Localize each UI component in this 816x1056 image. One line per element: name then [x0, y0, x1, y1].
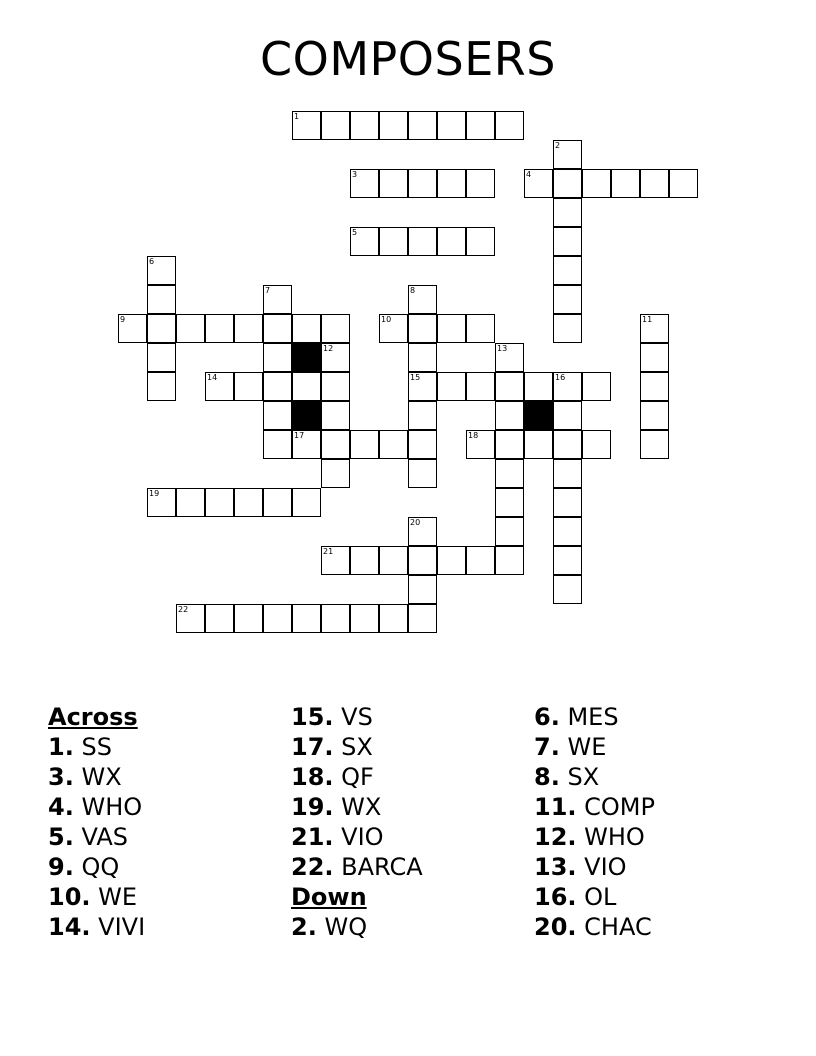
grid-cell[interactable] [495, 430, 524, 459]
grid-cell[interactable] [147, 314, 176, 343]
grid-cell[interactable] [350, 604, 379, 633]
across-clue [291, 852, 423, 882]
clue-text: COMP [584, 793, 655, 821]
grid-cell[interactable] [292, 604, 321, 633]
clue-text: QQ [81, 853, 120, 881]
across-clue [291, 792, 423, 822]
grid-cell[interactable] [408, 314, 437, 343]
grid-cell[interactable] [321, 111, 350, 140]
grid-cell[interactable] [466, 314, 495, 343]
grid-cell[interactable] [437, 227, 466, 256]
black-square [292, 401, 321, 430]
grid-cell[interactable] [524, 372, 553, 401]
clue-number: 1. [48, 733, 74, 761]
grid-cell[interactable] [582, 372, 611, 401]
clue-number: 16. [534, 883, 577, 911]
grid-cell[interactable] [321, 459, 350, 488]
clue-text: WQ [324, 913, 368, 941]
grid-cell[interactable] [147, 256, 176, 285]
cell-number: 14 [207, 373, 218, 382]
cell-number: 12 [323, 344, 334, 353]
grid-cell[interactable] [640, 372, 669, 401]
cell-number: 20 [410, 518, 421, 527]
grid-cell[interactable] [408, 169, 437, 198]
grid-cell[interactable] [408, 401, 437, 430]
grid-cell[interactable] [205, 604, 234, 633]
grid-cell[interactable] [263, 285, 292, 314]
across-clue [48, 762, 145, 792]
grid-cell[interactable] [553, 169, 582, 198]
clue-number: 20. [534, 913, 577, 941]
clue-text: MES [567, 703, 619, 731]
clue-text: VIVI [98, 913, 146, 941]
down-clue [291, 912, 423, 942]
grid-cell[interactable] [553, 546, 582, 575]
black-square [524, 401, 553, 430]
grid-cell[interactable] [321, 430, 350, 459]
grid-cell[interactable] [292, 430, 321, 459]
cell-number: 10 [381, 315, 392, 324]
clue-text: WE [567, 733, 607, 761]
clue-number: 18. [291, 763, 334, 791]
grid-cell[interactable] [408, 517, 437, 546]
grid-cell[interactable] [553, 372, 582, 401]
clue-number: 2. [291, 913, 317, 941]
clue-column-3 [534, 702, 655, 942]
grid-cell[interactable] [553, 459, 582, 488]
grid-cell[interactable] [553, 140, 582, 169]
grid-cell[interactable] [437, 372, 466, 401]
black-square [292, 343, 321, 372]
grid-cell[interactable] [379, 169, 408, 198]
across-clue [48, 822, 145, 852]
grid-cell[interactable] [408, 285, 437, 314]
grid-cell[interactable] [437, 546, 466, 575]
cell-number: 5 [352, 228, 358, 237]
grid-cell[interactable] [379, 111, 408, 140]
grid-cell[interactable] [553, 488, 582, 517]
down-clue [534, 732, 655, 762]
cell-number: 18 [468, 431, 479, 440]
cell-number: 21 [323, 547, 334, 556]
cell-number: 19 [149, 489, 160, 498]
grid-cell[interactable] [321, 401, 350, 430]
grid-cell[interactable] [176, 604, 205, 633]
grid-cell[interactable] [118, 314, 147, 343]
cell-number: 7 [265, 286, 271, 295]
grid-cell[interactable] [495, 459, 524, 488]
clue-text: WHO [81, 793, 143, 821]
cell-number: 15 [410, 373, 421, 382]
grid-cell[interactable] [524, 430, 553, 459]
clue-column-1 [48, 702, 145, 942]
grid-cell[interactable] [553, 401, 582, 430]
grid-cell[interactable] [234, 314, 263, 343]
grid-cell[interactable] [408, 459, 437, 488]
across-heading: Across [48, 703, 138, 731]
grid-cell[interactable] [350, 111, 379, 140]
grid-cell[interactable] [553, 256, 582, 285]
grid-cell[interactable] [495, 343, 524, 372]
clue-number: 5. [48, 823, 74, 851]
grid-cell[interactable] [553, 575, 582, 604]
grid-cell[interactable] [408, 111, 437, 140]
clue-number: 10. [48, 883, 91, 911]
grid-cell[interactable] [292, 111, 321, 140]
clue-text: OL [584, 883, 617, 911]
clue-number: 22. [291, 853, 334, 881]
across-clue [291, 732, 423, 762]
across-clue [48, 852, 145, 882]
grid-cell[interactable] [437, 314, 466, 343]
cell-number: 9 [120, 315, 126, 324]
clue-number: 13. [534, 853, 577, 881]
grid-cell[interactable] [495, 517, 524, 546]
grid-cell[interactable] [379, 604, 408, 633]
grid-cell[interactable] [321, 604, 350, 633]
grid-cell[interactable] [466, 372, 495, 401]
grid-cell[interactable] [379, 227, 408, 256]
cell-number: 22 [178, 605, 189, 614]
grid-cell[interactable] [408, 227, 437, 256]
grid-cell[interactable] [669, 169, 698, 198]
grid-cell[interactable] [350, 546, 379, 575]
grid-cell[interactable] [408, 604, 437, 633]
clue-text: SX [341, 733, 373, 761]
grid-cell[interactable] [292, 372, 321, 401]
grid-cell[interactable] [408, 430, 437, 459]
down-clue [534, 822, 655, 852]
cell-number: 16 [555, 373, 566, 382]
grid-cell[interactable] [466, 227, 495, 256]
grid-cell[interactable] [553, 198, 582, 227]
grid-cell[interactable] [350, 169, 379, 198]
grid-cell[interactable] [263, 430, 292, 459]
clue-text: VAS [81, 823, 129, 851]
grid-cell[interactable] [408, 343, 437, 372]
cell-number: 3 [352, 170, 358, 179]
clue-text: WHO [584, 823, 645, 851]
clue-text: BARCA [341, 853, 423, 881]
clue-number: 3. [48, 763, 74, 791]
page-title: COMPOSERS [260, 32, 556, 86]
across-clue [291, 702, 423, 732]
grid-cell[interactable] [437, 169, 466, 198]
across-clue [291, 822, 423, 852]
grid-cell[interactable] [176, 488, 205, 517]
down-clue [534, 762, 655, 792]
cell-number: 1 [294, 112, 300, 121]
grid-cell[interactable] [205, 372, 234, 401]
grid-cell[interactable] [263, 372, 292, 401]
clue-text: WE [98, 883, 138, 911]
down-heading: Down [291, 883, 367, 911]
across-clue [48, 792, 145, 822]
grid-cell[interactable] [466, 111, 495, 140]
grid-cell[interactable] [466, 546, 495, 575]
grid-cell[interactable] [321, 343, 350, 372]
clue-text: VIO [341, 823, 384, 851]
clue-number: 11. [534, 793, 577, 821]
grid-cell[interactable] [640, 314, 669, 343]
grid-cell[interactable] [553, 314, 582, 343]
grid-cell[interactable] [234, 604, 263, 633]
cell-number: 13 [497, 344, 508, 353]
grid-cell[interactable] [553, 227, 582, 256]
grid-cell[interactable] [495, 111, 524, 140]
grid-cell[interactable] [379, 546, 408, 575]
clue-number: 15. [291, 703, 334, 731]
down-clue [534, 912, 655, 942]
grid-cell[interactable] [553, 285, 582, 314]
grid-cell[interactable] [466, 169, 495, 198]
cell-number: 17 [294, 431, 305, 440]
grid-cell[interactable] [553, 517, 582, 546]
grid-cell[interactable] [495, 488, 524, 517]
clue-text: CHAC [584, 913, 652, 941]
grid-cell[interactable] [640, 401, 669, 430]
grid-cell[interactable] [640, 430, 669, 459]
clue-column-2 [291, 702, 423, 942]
grid-cell[interactable] [466, 430, 495, 459]
clue-text: QF [341, 763, 374, 791]
clue-text: WX [81, 763, 122, 791]
across-clue [48, 732, 145, 762]
clue-number: 12. [534, 823, 577, 851]
clue-text: SS [81, 733, 112, 761]
clue-number: 6. [534, 703, 560, 731]
clue-text: VS [341, 703, 373, 731]
grid-cell[interactable] [234, 488, 263, 517]
grid-cell[interactable] [379, 430, 408, 459]
grid-cell[interactable] [321, 546, 350, 575]
clue-number: 9. [48, 853, 74, 881]
grid-cell[interactable] [292, 314, 321, 343]
clue-number: 7. [534, 733, 560, 761]
grid-cell[interactable] [640, 343, 669, 372]
grid-cell[interactable] [495, 372, 524, 401]
grid-cell[interactable] [263, 604, 292, 633]
cell-number: 2 [555, 141, 561, 150]
cell-number: 11 [642, 315, 653, 324]
clue-number: 4. [48, 793, 74, 821]
clue-number: 8. [534, 763, 560, 791]
grid-cell[interactable] [408, 372, 437, 401]
grid-cell[interactable] [495, 546, 524, 575]
grid-cell[interactable] [321, 314, 350, 343]
clue-text: SX [567, 763, 600, 791]
grid-cell[interactable] [350, 430, 379, 459]
grid-cell[interactable] [292, 488, 321, 517]
cell-number: 8 [410, 286, 416, 295]
grid-cell[interactable] [263, 401, 292, 430]
clue-text: WX [341, 793, 382, 821]
down-clue [534, 852, 655, 882]
grid-cell[interactable] [611, 169, 640, 198]
grid-cell[interactable] [263, 314, 292, 343]
grid-cell[interactable] [582, 430, 611, 459]
grid-cell[interactable] [350, 227, 379, 256]
grid-cell[interactable] [379, 314, 408, 343]
down-clue [534, 702, 655, 732]
grid-cell[interactable] [553, 430, 582, 459]
grid-cell[interactable] [234, 372, 263, 401]
down-clue [534, 882, 655, 912]
grid-cell[interactable] [176, 314, 205, 343]
grid-cell[interactable] [205, 488, 234, 517]
grid-cell[interactable] [640, 169, 669, 198]
grid-cell[interactable] [408, 546, 437, 575]
across-clue [48, 912, 145, 942]
cell-number: 6 [149, 257, 155, 266]
cell-number: 4 [526, 170, 532, 179]
across-clue [291, 762, 423, 792]
clue-text: VIO [584, 853, 627, 881]
grid-cell[interactable] [147, 285, 176, 314]
grid-cell[interactable] [147, 372, 176, 401]
clue-number: 17. [291, 733, 334, 761]
grid-cell[interactable] [408, 575, 437, 604]
clue-number: 19. [291, 793, 334, 821]
grid-cell[interactable] [582, 169, 611, 198]
grid-cell[interactable] [495, 401, 524, 430]
across-clue [48, 882, 145, 912]
grid-cell[interactable] [263, 488, 292, 517]
clue-number: 21. [291, 823, 334, 851]
down-clue [534, 792, 655, 822]
grid-cell[interactable] [147, 343, 176, 372]
grid-cell[interactable] [437, 111, 466, 140]
grid-cell[interactable] [263, 343, 292, 372]
grid-cell[interactable] [321, 372, 350, 401]
grid-cell[interactable] [205, 314, 234, 343]
grid-cell[interactable] [147, 488, 176, 517]
grid-cell[interactable] [524, 169, 553, 198]
clue-number: 14. [48, 913, 91, 941]
